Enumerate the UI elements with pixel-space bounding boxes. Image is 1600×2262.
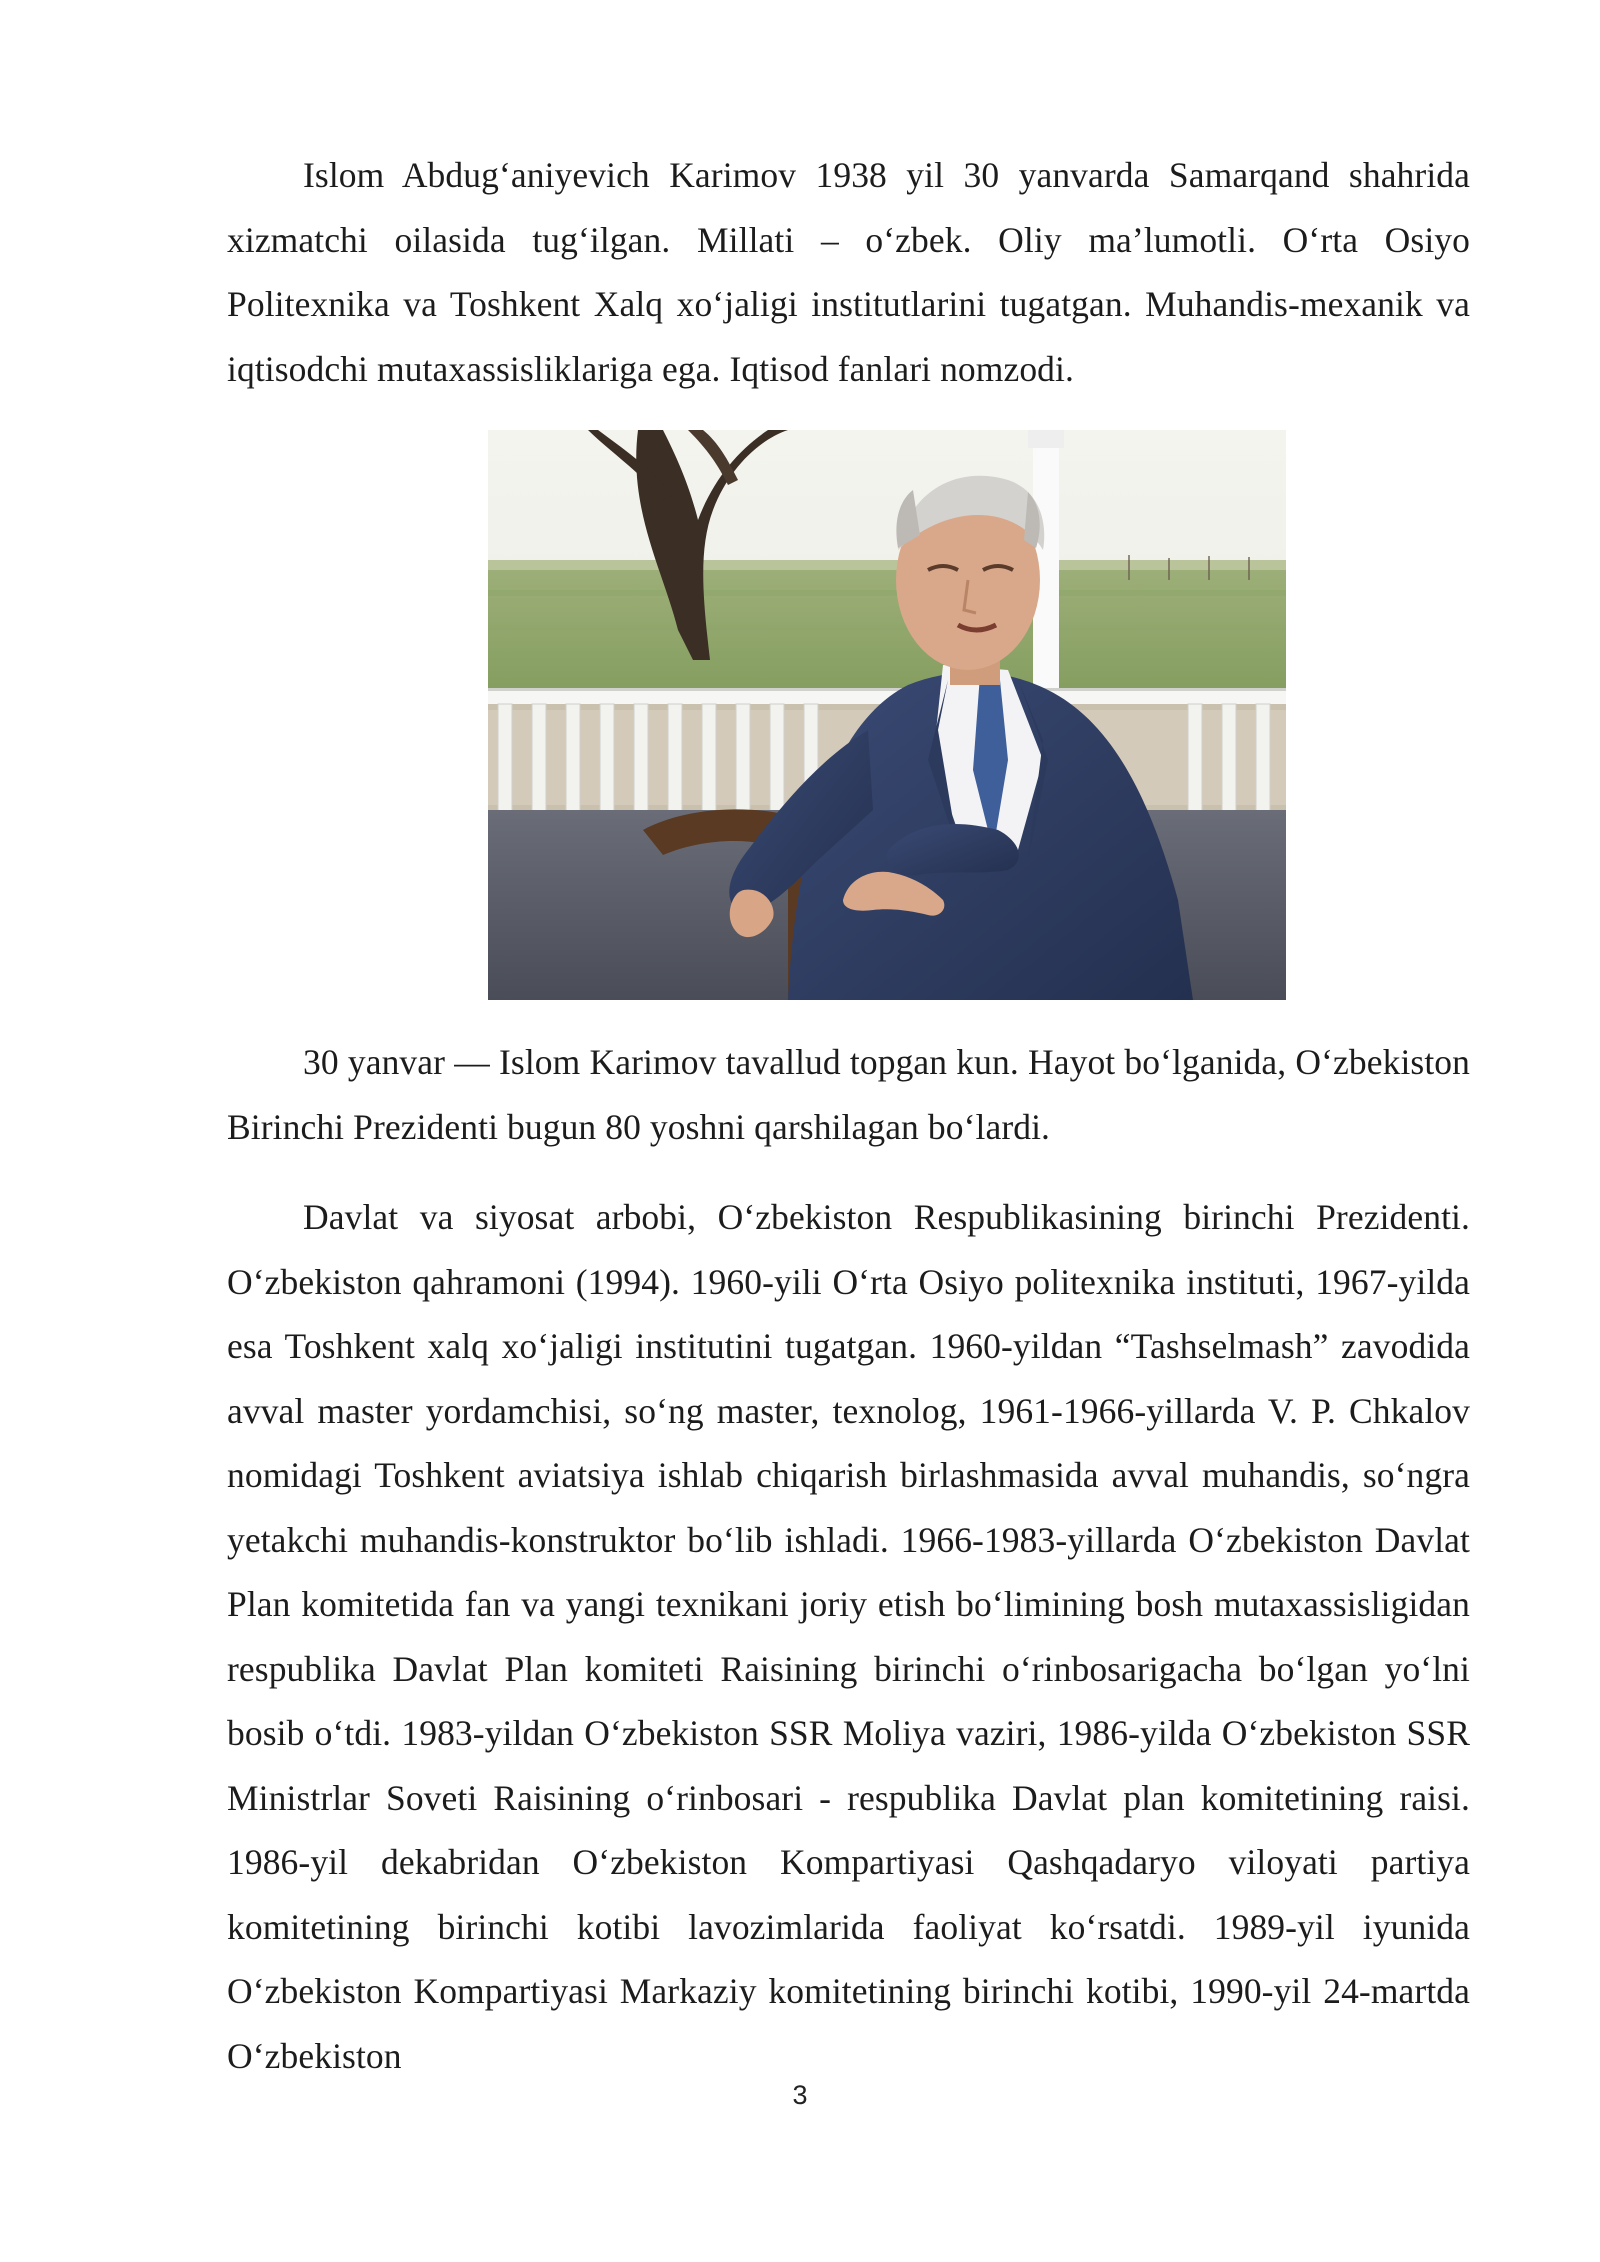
portrait-photo — [488, 430, 1286, 1000]
birthday-note-paragraph: 30 yanvar — Islom Karimov tavallud topgan kun. Hayot bo‘lganida, O‘zbekiston Birinchi Prezidenti bugun 80 yoshni qarshilagan bo‘lardi. — [227, 1042, 1470, 1147]
career-paragraph: Davlat va siyosat arbobi, O‘zbekiston Respublikasining birinchi Prezidenti. O‘zbekiston qahramoni (1994). 1960-yili O‘rta Osiyo politexnika instituti, 1967-yilda esa Toshkent xalq xo‘jaligi institutini tugatgan. 1960-yildan “Tashselmash” zavodida avval master yordamchisi, so‘ng master, texnolog, 1961-1966-yillarda V. P. Chkalov nomidagi Toshkent aviatsiya ishlab chiqarish birlashmasida avval muhandis, so‘ngra yetakchi muhandis-konstruktor bo‘lib ishladi. 1966-1983-yillarda O‘zbekiston Davlat Plan komitetida fan va yangi texnikani joriy etish bo‘limining bosh mutaxassisligidan respublika Davlat Plan komiteti Raisining birinchi o‘rinbosarigacha bo‘lgan yo‘lni bosib o‘tdi. 1983-yildan O‘zbekiston SSR Moliya vaziri, 1986-yilda O‘zbekiston SSR Ministrlar Soveti Raisining o‘rinbosari - respublika Davlat plan komitetining raisi. 1986-yil dekabridan O‘zbekiston Kompartiyasi Qashqadaryo viloyati partiya komitetining birinchi kotibi lavozimlarida faoliyat ko‘rsatdi. 1989-yil iyunida O‘zbekiston Kompartiyasi Markaziy komitetining birinchi kotibi, 1990-yil 24-martda O‘zbekiston — [227, 1197, 1470, 2076]
page-number: 3 — [792, 2080, 808, 2110]
biography-intro-paragraph: Islom Abdug‘aniyevich Karimov 1938 yil 30 yanvarda Samarqand shahrida xizmatchi oilasida tug‘ilgan. Millati – o‘zbek. Oliy ma’lumotli. O‘rta Osiyo Politexnika va Toshkent Xalq xo‘jaligi institutlarini tugatgan. Muhandis-mexanik va iqtisodchi mutaxassisliklariga ega. Iqtisod fanlari nomzodi. — [227, 155, 1470, 389]
